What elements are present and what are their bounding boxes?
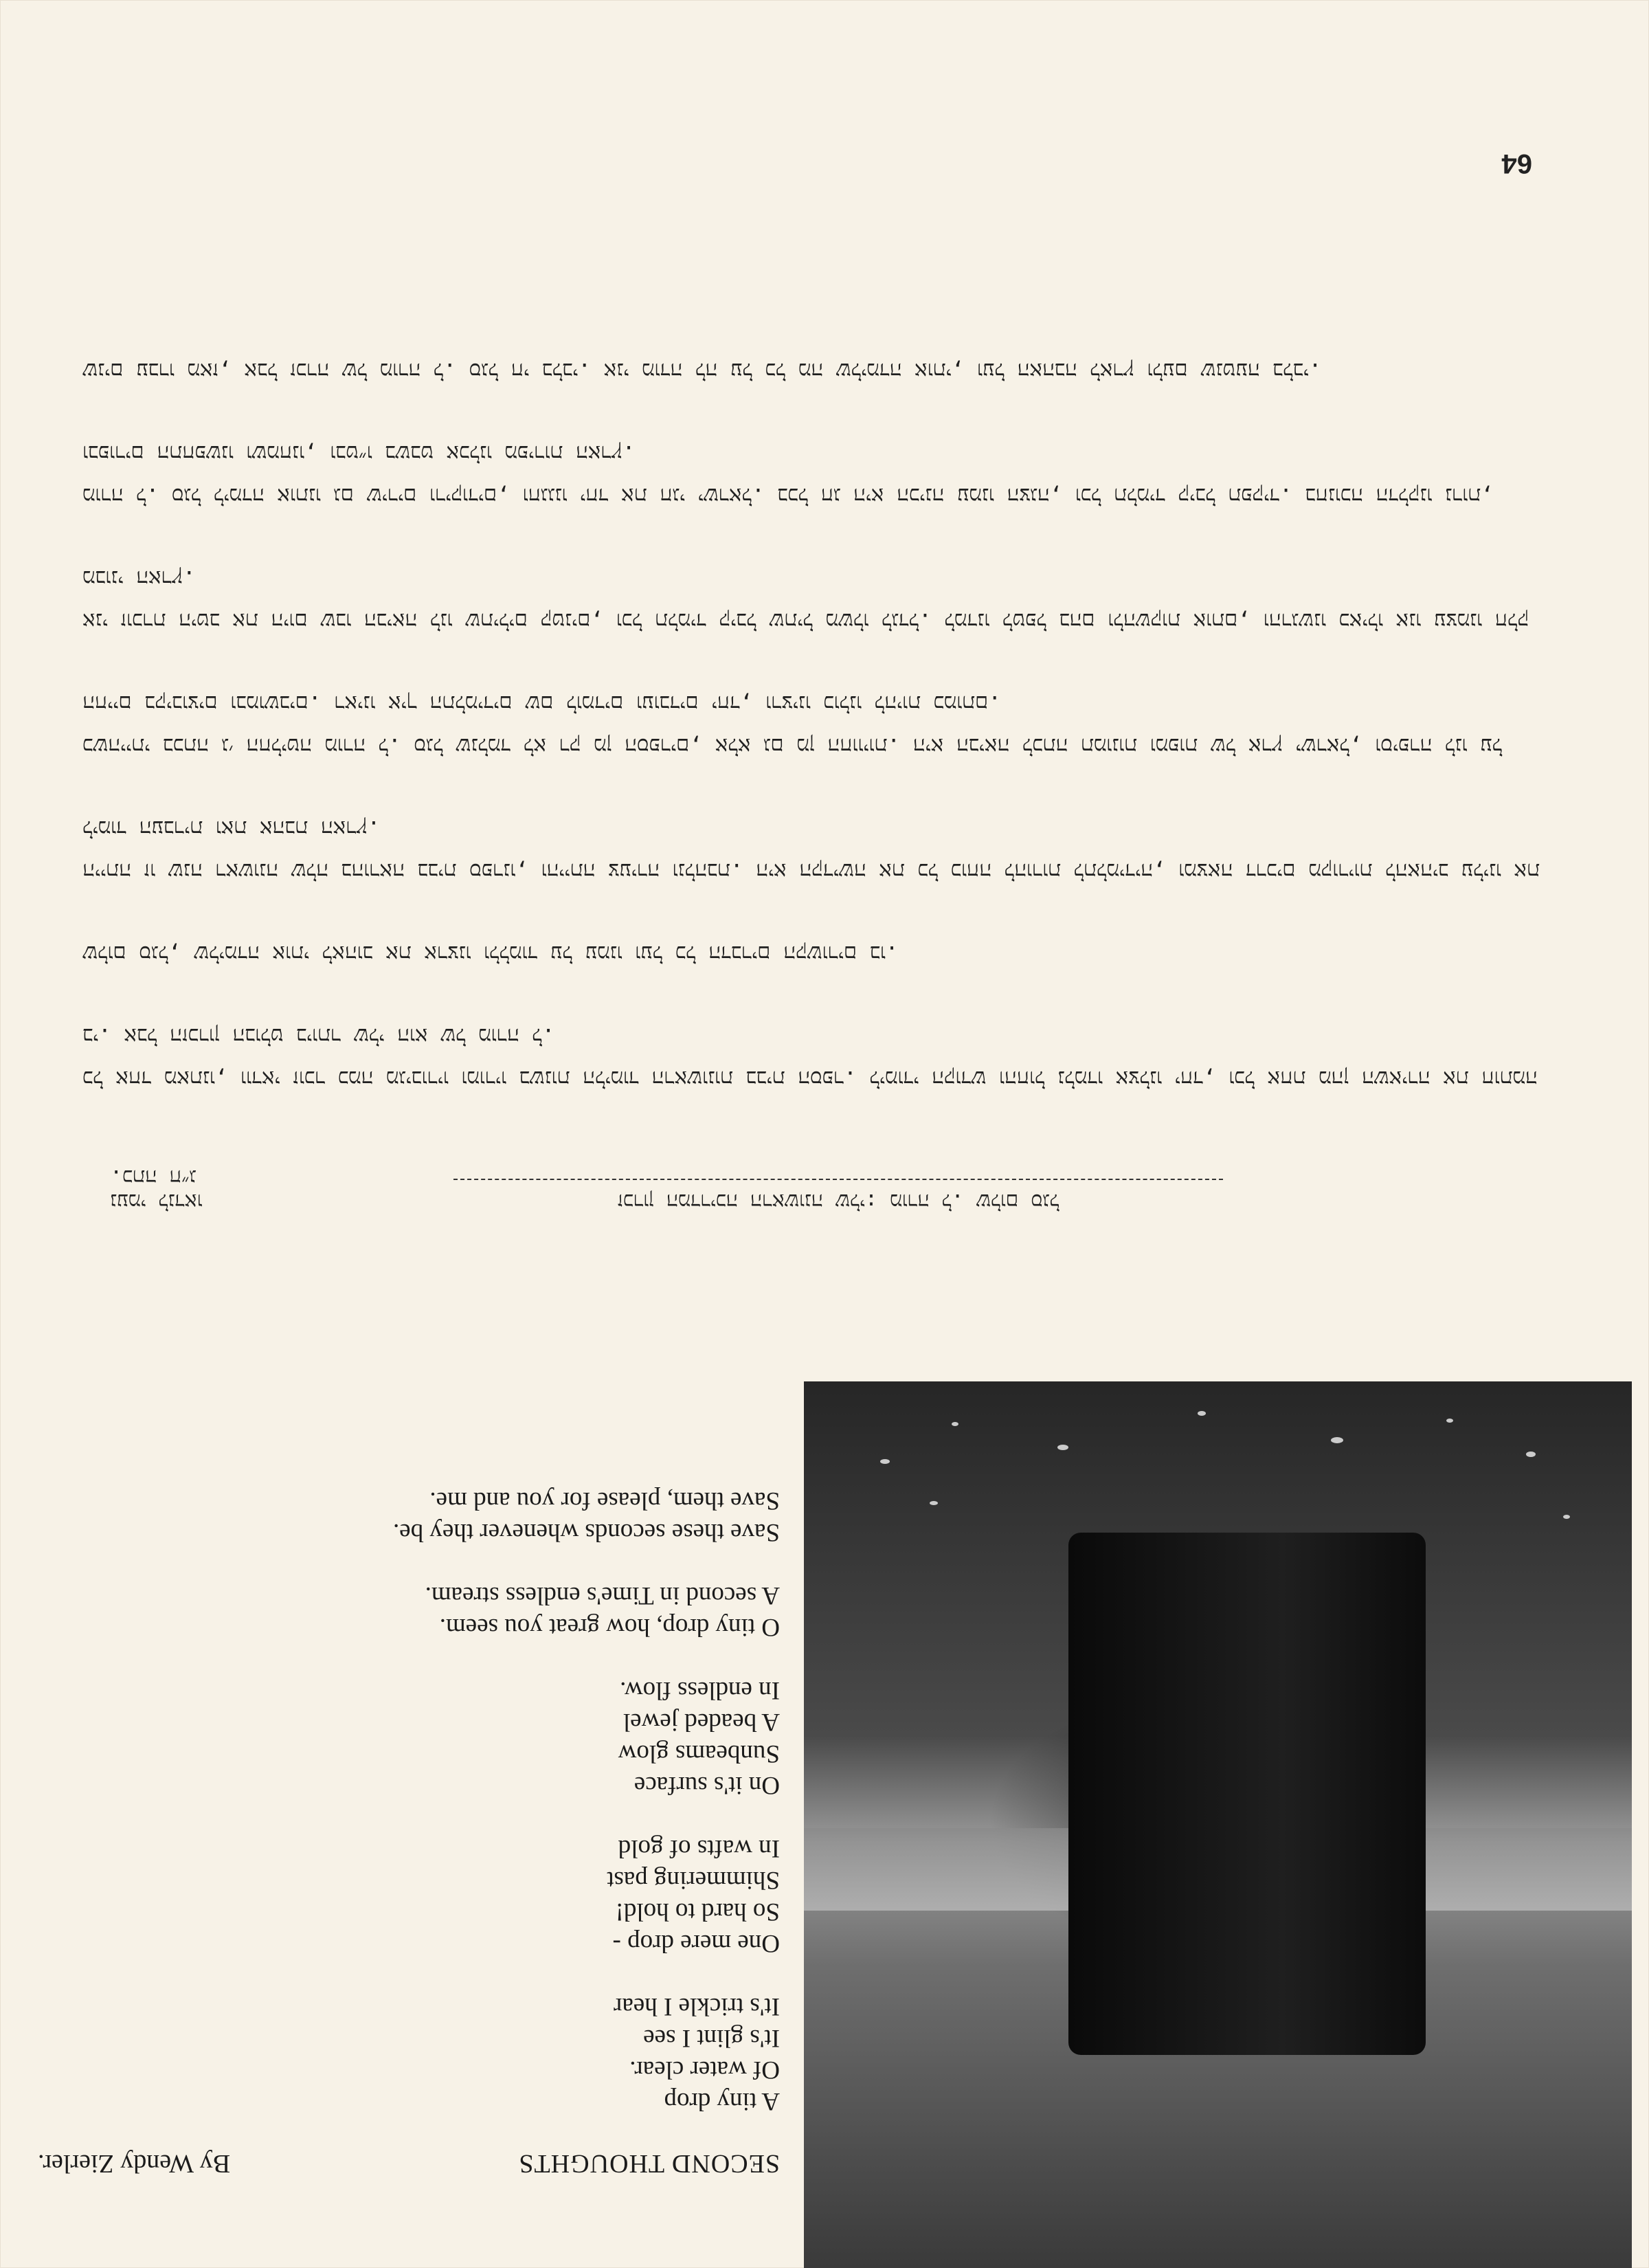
photo-droplet	[880, 1459, 890, 1464]
poem-body	[24, 1485, 780, 2117]
poem-line: One mere drop -	[612, 1929, 780, 1957]
poem-stanza	[24, 1485, 780, 1548]
hebrew-paragraph: כשהייתי בכתה ג׳ החליטה מורה ל. סגל שנלמד לא רק מן הספרים, אלא גם מן החוויות. היא הביאה לכתה תמונות ומפות של ארץ ישראל, וסיפרה לנו על החיים בקיבוצים ובמושבים. ראינו איך התלמידים שם לומדים ועובדים יחד, ורצינו כולנו להיות כמותם.	[82, 691, 1503, 758]
photo-droplet	[1563, 1515, 1570, 1519]
poem-line: Of water clear.	[629, 2056, 780, 2084]
poem-line: A beaded jewel	[622, 1708, 780, 1736]
poem-line: In wafts of gold	[618, 1834, 780, 1863]
hebrew-paragraph: מורה ל. סגל לימדה אותנו גם שירים וריקודים, וחגגנו יחד את חגי ישראל. בכל חג היא הכינה עמנו הצגה, וכל תלמיד קיבל תפקיד. בחנוכה הדלקנו נרות, ובפורים התחפשנו ושמחנו, ובט״ו בשבט אכלנו מפירות הארץ.	[82, 441, 1494, 508]
photo-droplet	[1446, 1419, 1453, 1423]
hebrew-paragraph: שלום סגל, שלימדה אותי לאהוב את ארצנו וללמוד על עמנו ועל כל הדברים הקשורים בו.	[82, 941, 899, 966]
poem-line: Save these seconds whenever they be.	[392, 1518, 780, 1546]
photograph	[804, 1381, 1632, 2268]
poem-line: A tiny drop	[664, 2087, 780, 2115]
poem-title: SECOND THOUGHTS	[518, 2149, 780, 2178]
poem-line: Shimmering past	[607, 1866, 780, 1894]
hebrew-article-body	[82, 309, 1546, 1100]
hebrew-author-block	[110, 1165, 371, 1213]
poem-line: So hard to hold!	[615, 1898, 780, 1926]
poem-byline: By Wendy Zierler.	[38, 2149, 231, 2178]
poem-stanza	[24, 1832, 780, 1959]
poem-stanza	[24, 1990, 780, 2117]
hebrew-paragraph: אני זוכרת היטב את היום שבו הביאה לנו שתילים קטנים, וכל תלמיד קיבל שתיל משלו לגדל. למדנו לטפל בהם ולהשקות אותם, והרגשנו כאילו אנו עצמנו חלק מבוני הארץ.	[82, 566, 1529, 633]
poem-stanza	[24, 1674, 780, 1801]
poem-stanza	[24, 1579, 780, 1643]
poem-line: On it's surface	[633, 1771, 780, 1799]
poem-line: Save them, please for you and me.	[429, 1487, 780, 1515]
poem-line: Sunbeams glow	[618, 1739, 780, 1768]
page-number: 64	[1501, 148, 1532, 179]
poem-line: It's glint I see	[643, 2024, 780, 2052]
hebrew-author-class: כתה ח״ג.	[110, 1165, 197, 1189]
photo-droplet	[1526, 1452, 1536, 1457]
hebrew-paragraph: שנים עברו מאז, אבל זכרה של מורה ל. סגל חי בלבי. אני מודה לה על כל מה שלימדה אותי, ועל האהבה לארץ ולעם שנטעה בלבי.	[82, 358, 1322, 383]
hebrew-article-header	[110, 1131, 1553, 1213]
hebrew-paragraph: הייתה זו שנה ראשונה שלה בהוראה בבית ספרנו, והייתה צעירה ונלהבת. היא הקדישה את כל כוחה להורות לתלמידיה, ומצאה דרכים מקוריות להאהיב עלינו את לימוד העברית ואת אהבת הארץ.	[82, 816, 1540, 883]
poem-header	[38, 2148, 780, 2179]
hebrew-paragraph: כל אחד מאתנו, וודאי זוכר כמה מגיבוריו ומוריו בשנות הלימוד הראשונות בבית הספר. לימודי הקודש והחול נלמדו אצלנו יחד, וכל אחת מהן השאירה את חותמה בי. אבל הזכרון הבולט ביותר שלי הוא של מורה ל.	[82, 1023, 1538, 1091]
hebrew-article-title: זכרון המדריכה הראשונה שלי: מורה ל. שלום סגל	[617, 1189, 1059, 1213]
poem-line: O tiny drop, how great you seem.	[439, 1613, 780, 1641]
dashed-divider	[453, 1179, 1223, 1180]
hebrew-author-name: נעמי לנדאו	[110, 1189, 203, 1213]
poem-line: In endless flow.	[620, 1676, 780, 1704]
poem-line: It's trickle I hear	[614, 1992, 780, 2021]
photo-droplet	[1331, 1437, 1343, 1443]
photo-droplet	[1198, 1411, 1206, 1416]
photo-droplet	[930, 1501, 938, 1505]
poem-line: A second in Time's endless stream.	[425, 1581, 780, 1610]
photo-dark-object	[1068, 1533, 1426, 2055]
photo-droplet	[952, 1422, 958, 1426]
photo-droplet	[1057, 1445, 1068, 1450]
